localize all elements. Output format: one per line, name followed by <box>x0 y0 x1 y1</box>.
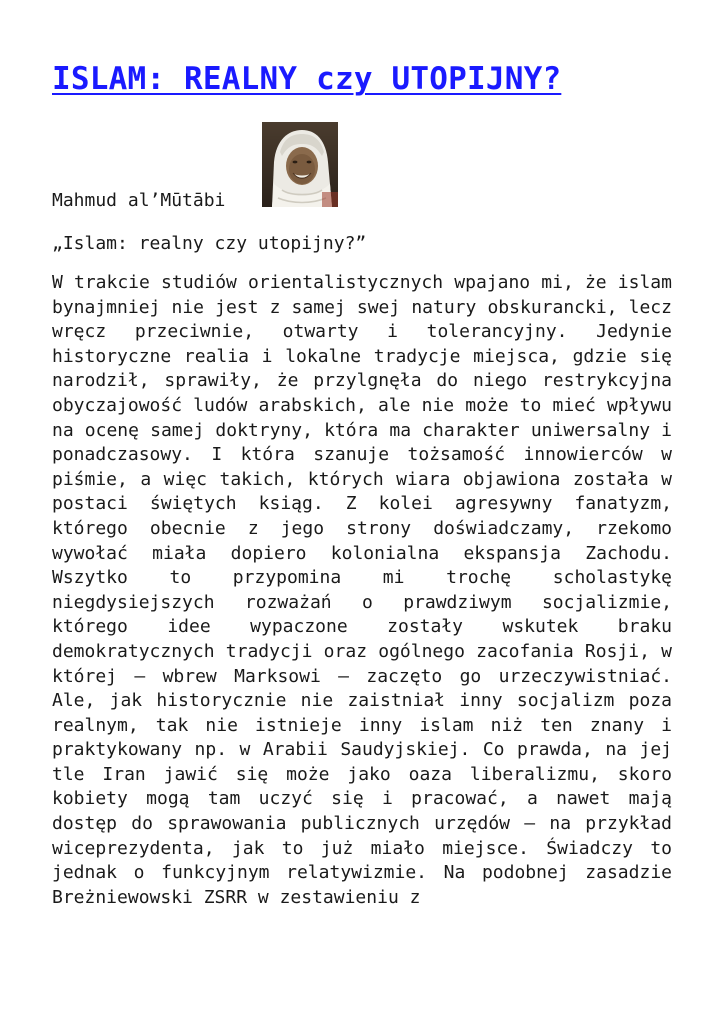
article-title-link[interactable]: ISLAM: REALNY czy UTOPIJNY? <box>52 61 562 97</box>
article-body-text: W trakcie studiów orientalistycznych wpajano mi, że islam bynajmniej nie jest z samej swej natury obskurancki, lecz wręcz przeciwnie, otwarty i tolerancyjny. Jedynie historyczne realia i lokalne tradycje miejsca, gdzie się narodził, sprawiły, że przylgnęła do niego restrykcyjna obyczajowość ludów arabskich, ale nie może to mieć wpływu na ocenę samej doktryny, która ma charakter uniwersalny i ponadczasowy. I która szanuje tożsamość innowierców w piśmie, a więc takich, których wiara objawiona została w postaci świętych ksiąg. Z kolei agresywny fanatyzm, którego obecnie z jego strony doświadczamy, rzekomo wywołać miała dopiero kolonialna ekspansja Zachodu. Wszytko to przypomina mi trochę scholastykę niegdysiejszych rozważań o prawdziwym socjalizmie, którego idee wypaczone zostały wskutek braku demokratycznych tradycji oraz ogólnego zacofania Rosji, w której – wbrew Marksowi – zaczęto go urzeczywistniać. Ale, jak historycznie nie zaistniał inny socjalizm poza realnym, tak nie istnieje inny islam niż ten znany i praktykowany np. w Arabii Saudyjskiej. Co prawda, na jej tle Iran jawić się może jako oaza liberalizmu, skoro kobiety mogą tam uczyć się i pracować, a nawet mają dostęp do sprawowania publicznych urzędów – na przykład wiceprezydenta, jak to już miało miejsce. Świadczy to jednak o funkcyjnym relatywizmie. Na podobnej zasadzie Breżniewowski ZSRR w zestawieniu z <box>52 272 672 908</box>
author-row <box>52 122 672 212</box>
author-photo <box>262 122 338 207</box>
article-subtitle: „Islam: realny czy utopijny?” <box>52 233 367 254</box>
author-name: Mahmud al’Mūtābi <box>52 190 226 211</box>
author-portrait-image <box>262 122 338 207</box>
